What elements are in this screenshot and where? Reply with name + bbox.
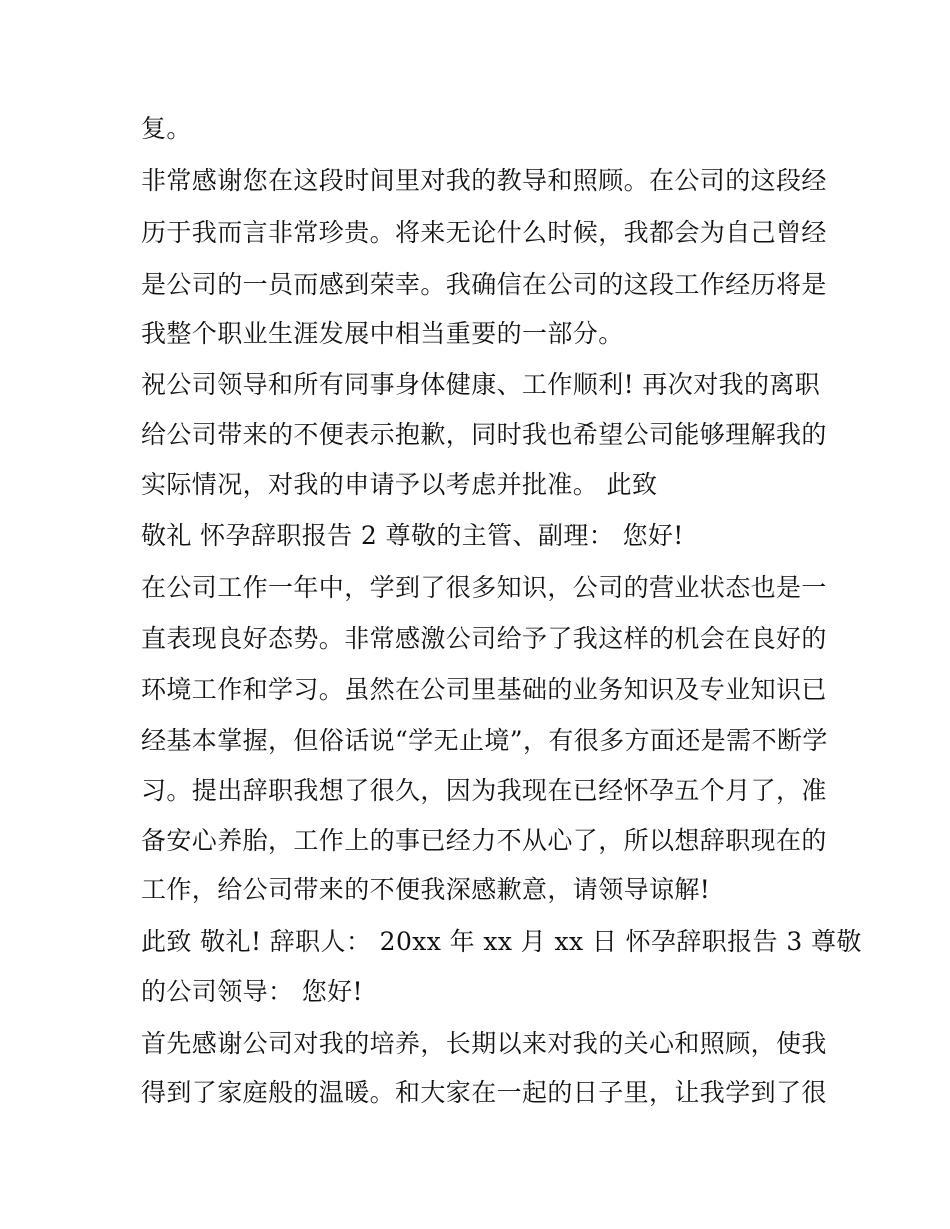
text-line: 历于我而言非常珍贵。将来无论什么时候，我都会为自己曾经 <box>141 218 827 247</box>
text-line: 此致 敬礼! 辞职人： 20xx 年 xx 月 xx 日 怀孕辞职报告 3 尊敬 <box>141 927 862 956</box>
text-line: 实际情况，对我的申请予以考虑并批准。 此致 <box>141 470 658 499</box>
text-line: 环境工作和学习。虽然在公司里基础的业务知识及专业知识已 <box>141 675 827 704</box>
text-line: 习。提出辞职我想了很久，因为我现在已经怀孕五个月了，准 <box>141 776 827 805</box>
text-line: 备安心养胎，工作上的事已经力不从心了，所以想辞职现在的 <box>141 826 827 855</box>
text-line: 的公司领导： 您好! <box>141 977 363 1006</box>
text-line: 是公司的一员而感到荣幸。我确信在公司的这段工作经历将是 <box>141 270 827 299</box>
text-line: 首先感谢公司对我的培养，长期以来对我的关心和照顾，使我 <box>141 1029 827 1058</box>
text-line: 我整个职业生涯发展中相当重要的一部分。 <box>141 319 624 348</box>
text-line: 敬礼 怀孕辞职报告 2 尊敬的主管、副理： 您好! <box>141 521 684 550</box>
text-line: 工作，给公司带来的不便我深感歉意，请领导谅解! <box>141 875 711 904</box>
text-line: 非常感谢您在这段时间里对我的教导和照顾。在公司的这段经 <box>141 166 827 195</box>
text-line: 经基本掌握，但俗话说“学无止境”，有很多方面还是需不断学 <box>141 726 828 755</box>
text-line: 给公司带来的不便表示抱歉，同时我也希望公司能够理解我的 <box>141 420 827 449</box>
text-line: 祝公司领导和所有同事身体健康、工作顺利! 再次对我的离职 <box>141 370 821 399</box>
text-line: 得到了家庭般的温暖。和大家在一起的日子里，让我学到了很 <box>141 1078 827 1107</box>
text-line: 直表现良好态势。非常感激公司给予了我这样的机会在良好的 <box>141 624 827 653</box>
text-line: 在公司工作一年中，学到了很多知识，公司的营业状态也是一 <box>141 573 827 602</box>
text-line: 复。 <box>141 114 192 143</box>
